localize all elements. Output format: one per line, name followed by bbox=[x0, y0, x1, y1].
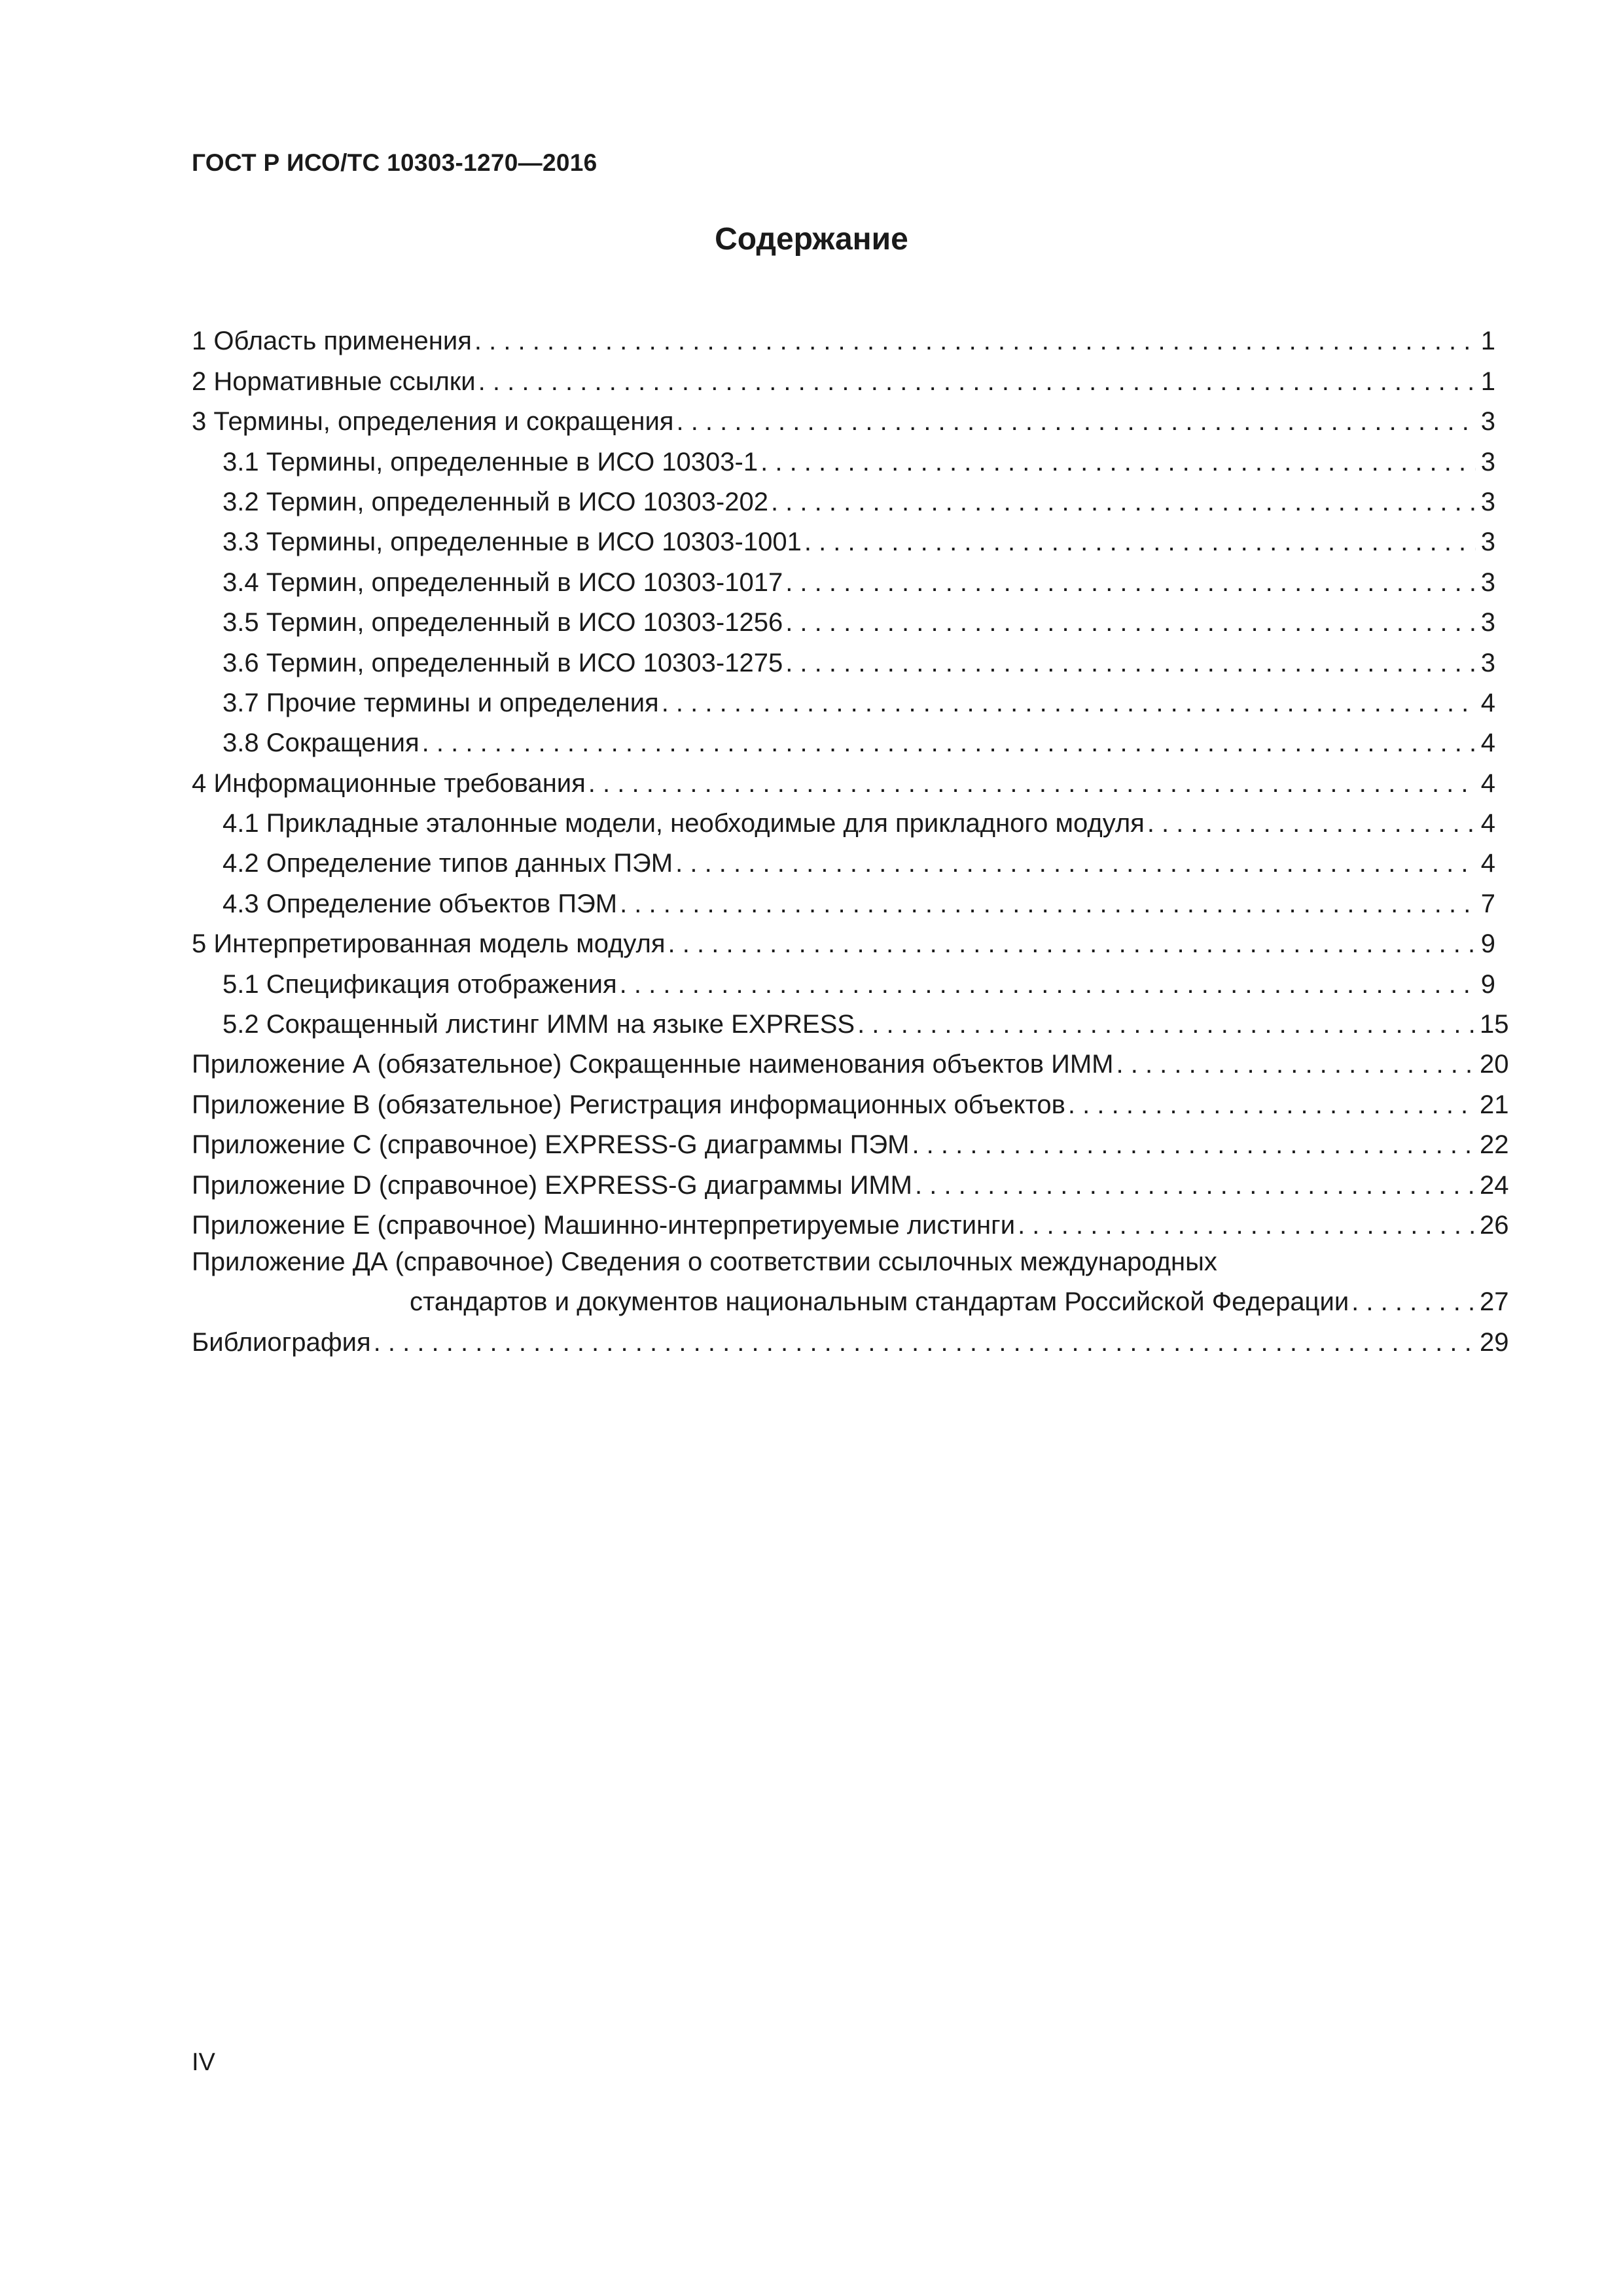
toc-entry-text: 3.3 Термины, определенные в ИСО 10303-1001 bbox=[223, 528, 802, 557]
toc-entry-page: 9 bbox=[1480, 929, 1495, 959]
toc-entry-text: 5.1 Спецификация отображения bbox=[223, 969, 617, 999]
dot-leader bbox=[1068, 1089, 1476, 1121]
toc-entry-text: 3.8 Сокращения bbox=[223, 728, 419, 758]
toc-entry[interactable] bbox=[192, 1323, 1509, 1363]
toc-entry[interactable] bbox=[192, 804, 1495, 844]
toc-entry[interactable] bbox=[192, 1005, 1509, 1045]
dot-leader bbox=[785, 567, 1476, 598]
toc-entry[interactable] bbox=[192, 1206, 1509, 1246]
dot-leader bbox=[422, 727, 1476, 759]
toc-entry-page: 3 bbox=[1480, 528, 1495, 557]
toc-entry-page: 4 bbox=[1480, 688, 1495, 717]
toc-entry[interactable] bbox=[192, 965, 1495, 1005]
toc-entry-page: 26 bbox=[1480, 1210, 1509, 1240]
toc-entry-text: 1 Область применения bbox=[192, 327, 472, 356]
toc-entry-page: 3 bbox=[1480, 447, 1495, 476]
dot-leader bbox=[374, 1327, 1476, 1358]
toc-entry[interactable] bbox=[192, 1246, 1495, 1283]
toc-entry-text: 5.2 Сокращенный листинг ИММ на языке EXPRESS bbox=[223, 1010, 855, 1039]
toc-entry-text: 4.2 Определение типов данных ПЭМ bbox=[223, 849, 673, 878]
table-of-contents bbox=[192, 322, 1509, 1363]
toc-entry[interactable] bbox=[192, 643, 1495, 683]
dot-leader bbox=[760, 446, 1476, 478]
toc-entry-text: Библиография bbox=[192, 1327, 371, 1357]
toc-entry[interactable] bbox=[192, 684, 1495, 724]
toc-entry-page: 9 bbox=[1480, 969, 1495, 999]
toc-entry-text: 3.7 Прочие термины и определения bbox=[223, 688, 659, 717]
toc-entry-page: 1 bbox=[1480, 327, 1495, 356]
toc-entry-page: 7 bbox=[1480, 889, 1495, 918]
toc-entry[interactable] bbox=[192, 724, 1495, 764]
toc-entry-page: 22 bbox=[1480, 1130, 1509, 1160]
dot-leader bbox=[662, 687, 1476, 719]
toc-entry-text: 4.3 Определение объектов ПЭМ bbox=[223, 889, 618, 918]
toc-entry[interactable] bbox=[192, 322, 1495, 362]
toc-entry-page: 3 bbox=[1480, 407, 1495, 437]
toc-entry-page: 1 bbox=[1480, 367, 1495, 396]
toc-entry-page: 4 bbox=[1480, 768, 1495, 798]
toc-entry-text: Приложение E (справочное) Машинно-интерпретируемые листинги bbox=[192, 1210, 1016, 1240]
toc-entry[interactable] bbox=[192, 603, 1495, 643]
dot-leader bbox=[785, 607, 1476, 638]
toc-entry-text: 3.5 Термин, определенный в ИСО 10303-1256 bbox=[223, 608, 783, 637]
dot-leader bbox=[857, 1009, 1476, 1040]
dot-leader bbox=[1351, 1286, 1476, 1318]
toc-entry-text: 4.1 Прикладные эталонные модели, необходимые для прикладного модуля bbox=[223, 809, 1145, 838]
toc-entry-text: 3 Термины, определения и сокращения bbox=[192, 407, 674, 437]
dot-leader bbox=[474, 325, 1476, 357]
dot-leader bbox=[915, 1170, 1476, 1201]
toc-entry-page: 21 bbox=[1480, 1090, 1509, 1119]
toc-entry-page: 24 bbox=[1480, 1170, 1509, 1200]
toc-entry[interactable] bbox=[192, 844, 1495, 884]
toc-entry-text: 3.2 Термин, определенный в ИСО 10303-202 bbox=[223, 487, 768, 516]
toc-entry-page: 4 bbox=[1480, 728, 1495, 758]
toc-entry[interactable] bbox=[192, 1045, 1509, 1085]
toc-entry-text: Приложение С (справочное) EXPRESS-G диаграммы ПЭМ bbox=[192, 1130, 910, 1160]
toc-entry[interactable] bbox=[192, 483, 1495, 523]
toc-entry-text: 3.1 Термины, определенные в ИСО 10303-1 bbox=[223, 447, 758, 476]
dot-leader bbox=[675, 848, 1476, 879]
dot-leader bbox=[804, 526, 1476, 558]
toc-entry[interactable] bbox=[192, 1126, 1509, 1166]
toc-entry-text: стандартов и документов национальным стандартам Российской Федерации bbox=[410, 1287, 1349, 1317]
toc-entry-page: 3 bbox=[1480, 608, 1495, 637]
toc-entry-text: 2 Нормативные ссылки bbox=[192, 367, 476, 396]
dot-leader bbox=[912, 1129, 1476, 1160]
dot-leader bbox=[1147, 808, 1476, 839]
toc-entry[interactable] bbox=[192, 563, 1495, 603]
toc-entry[interactable] bbox=[192, 1085, 1509, 1125]
dot-leader bbox=[668, 928, 1476, 960]
toc-entry-page: 20 bbox=[1480, 1050, 1509, 1079]
document-header: ГОСТ Р ИСО/ТС 10303-1270—2016 bbox=[192, 149, 597, 176]
toc-entry[interactable] bbox=[192, 884, 1495, 924]
toc-entry-text: Приложение D (справочное) EXPRESS-G диаграммы ИММ bbox=[192, 1170, 912, 1200]
toc-entry-page: 27 bbox=[1480, 1287, 1509, 1317]
toc-entry[interactable] bbox=[192, 523, 1495, 563]
dot-leader bbox=[676, 406, 1476, 437]
toc-entry-continuation[interactable] bbox=[192, 1283, 1509, 1323]
dot-leader bbox=[785, 647, 1476, 679]
toc-entry-text: 4 Информационные требования bbox=[192, 768, 586, 798]
dot-leader bbox=[588, 768, 1476, 799]
toc-entry-text: Приложение ДА (справочное) Сведения о соответствии ссылочных международных bbox=[192, 1247, 1217, 1276]
toc-entry-text: Приложение А (обязательное) Сокращенные наименования объектов ИММ bbox=[192, 1050, 1114, 1079]
dot-leader bbox=[620, 888, 1476, 920]
toc-entry[interactable] bbox=[192, 1166, 1509, 1206]
dot-leader bbox=[1018, 1210, 1476, 1241]
dot-leader bbox=[620, 969, 1476, 1000]
dot-leader bbox=[478, 366, 1476, 397]
toc-entry-page: 3 bbox=[1480, 567, 1495, 597]
toc-entry-page: 4 bbox=[1480, 809, 1495, 838]
toc-title: Содержание bbox=[715, 222, 908, 257]
toc-entry[interactable] bbox=[192, 764, 1495, 804]
dot-leader bbox=[771, 486, 1476, 518]
toc-entry-page: 29 bbox=[1480, 1327, 1509, 1357]
toc-entry[interactable] bbox=[192, 442, 1495, 482]
page-number: IV bbox=[192, 2049, 215, 2076]
toc-entry-page: 15 bbox=[1480, 1010, 1509, 1039]
toc-entry-text: 3.6 Термин, определенный в ИСО 10303-1275 bbox=[223, 648, 783, 677]
toc-entry-page: 3 bbox=[1480, 648, 1495, 677]
toc-entry[interactable] bbox=[192, 362, 1495, 402]
toc-entry-text: Приложение В (обязательное) Регистрация информационных объектов bbox=[192, 1090, 1065, 1119]
toc-entry[interactable] bbox=[192, 925, 1495, 965]
toc-entry[interactable] bbox=[192, 403, 1495, 442]
toc-entry-page: 3 bbox=[1480, 487, 1495, 516]
toc-entry-text: 3.4 Термин, определенный в ИСО 10303-1017 bbox=[223, 567, 783, 597]
toc-entry-text: 5 Интерпретированная модель модуля bbox=[192, 929, 666, 959]
dot-leader bbox=[1116, 1049, 1476, 1080]
toc-entry-page: 4 bbox=[1480, 849, 1495, 878]
